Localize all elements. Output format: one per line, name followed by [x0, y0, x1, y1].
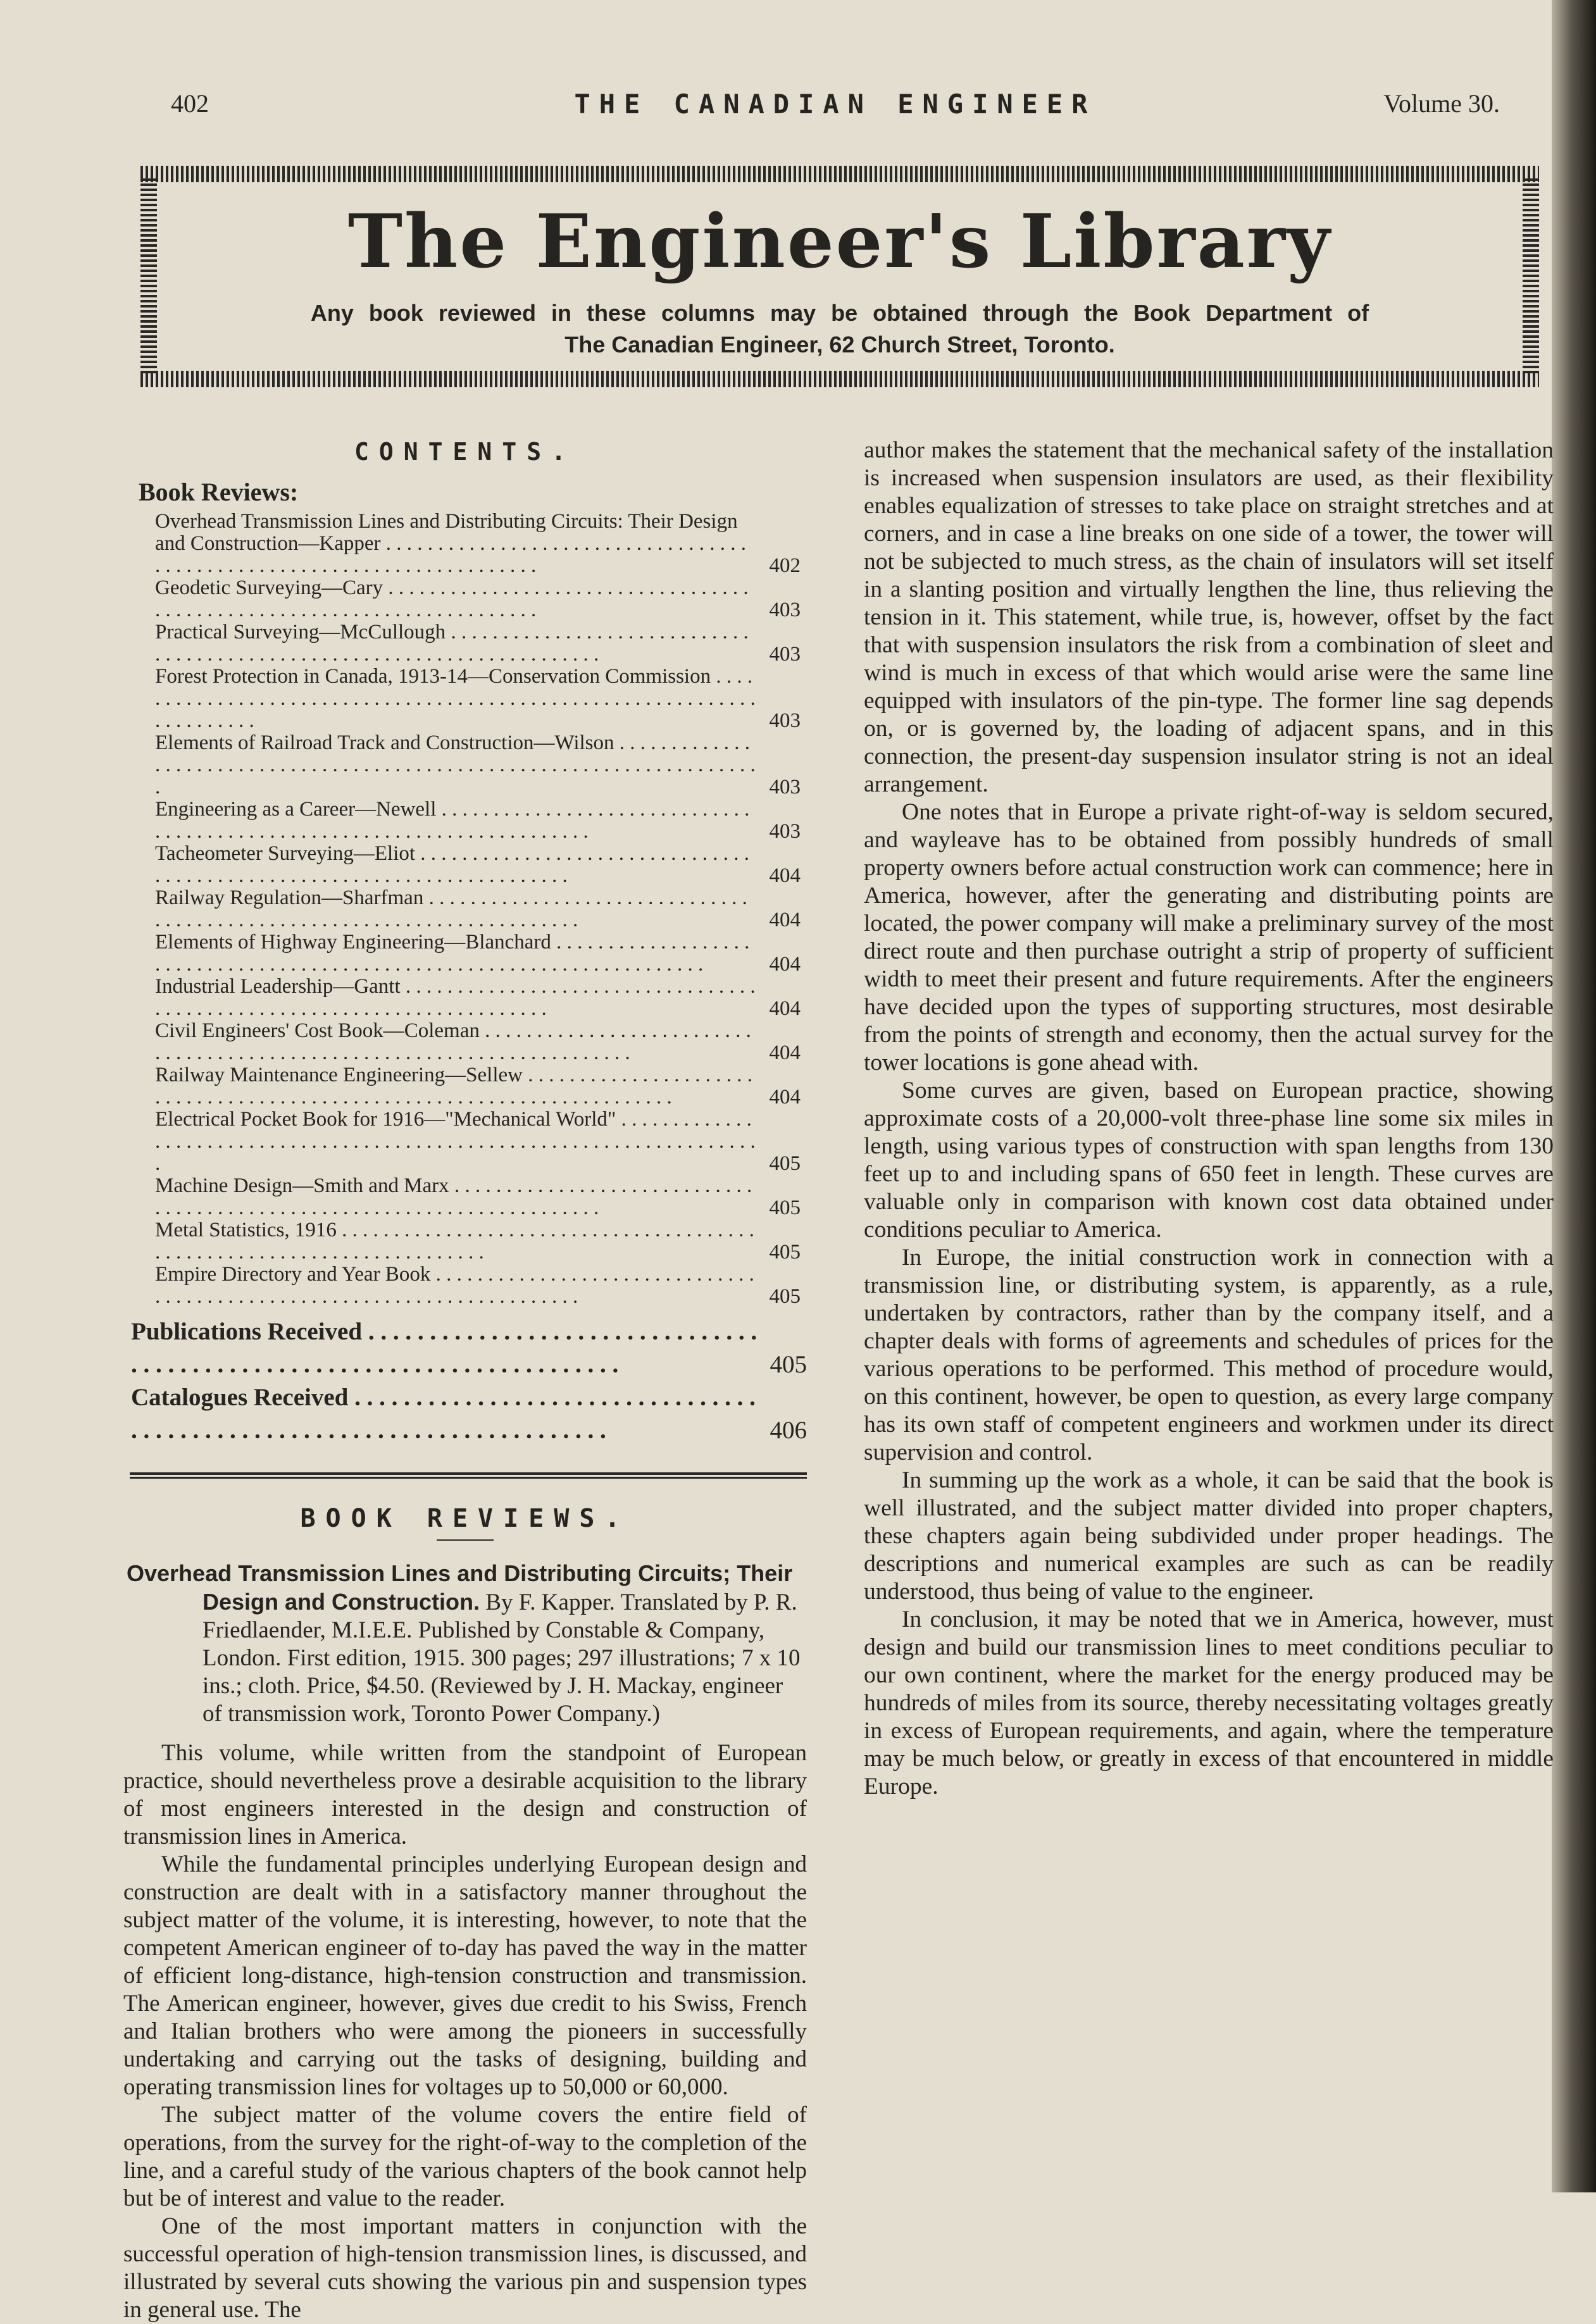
toc-main-entry-title: Publications Received . . . [131, 1315, 763, 1381]
right-column [864, 437, 1554, 1801]
toc-main-entry [131, 1315, 807, 1381]
toc-entry-title: Electrical Pocket Book for 1916—"Mechanical World" . . . [155, 1109, 756, 1175]
review-paragraph: Some curves are given, based on European practice, showing approximate costs of a 20,000-volt three-phase line some six miles in length, using various types of construction with span lengths from 130 feet up to and including spans of 650 feet in length. These curves are valuable only in comparison with known cost data obtained under conditions peculiar to America. [864, 1078, 1554, 1243]
toc-main-entry-title: Catalogues Received . . . [131, 1381, 763, 1447]
book-details: By F. Kapper. Translated by P. R. Friedlaender, M.I.E.E. Published by Constable & Company, London. First edition, 1915. 300 pages; 297 illustrations; 7 x 10 ins.; cloth. Price, $4.50. (Reviewed by J. H. Mackay, engineer of transmission work, Toronto Power Company.) [203, 1589, 801, 1727]
journal-name: THE CANADIAN ENGINEER [574, 89, 1097, 120]
toc-entry [155, 1219, 801, 1264]
toc-entry-page: 403 [769, 599, 801, 621]
review-paragraph: One of the most important matters in conjunction with the successful operation of high-tension transmission lines, is discussed, and illustrated by several cuts showing the various pin and suspension types in general use. The [123, 2213, 807, 2323]
toc-entry-title: Engineering as a Career—Newell . . . [155, 798, 756, 843]
toc-entry-title: Civil Engineers' Cost Book—Coleman . . . [155, 1020, 756, 1064]
toc-entry-page: 404 [769, 997, 801, 1020]
review-paragraph: In Europe, the initial construction work in connection with a transmission line, or distributing system, is apparently, as a rule, undertaken by contractors, rather than by the company itself, and a chapter deals with forms of agreements and schedules of prices for the various operations to be performed. This method of procedure would, on this continent, however, be open to question, as every large company has its own staff of competent engineers and workmen under its direct supervision and control. [864, 1245, 1554, 1465]
review-paragraph: The subject matter of the volume covers the entire field of operations, from the survey for the right-of-way to the completion of the line, and a careful study of the various chapters of the book cannot help but be of interest and value to the reader. [123, 2102, 807, 2211]
contents-main-entries [131, 1315, 807, 1447]
toc-entry [155, 621, 801, 666]
book-title: Overhead Transmission Lines and Distributing Circuits; Their Design and Construction. [127, 1560, 793, 1615]
banner-border-bottom [140, 371, 1539, 387]
toc-entry-page: 405 [769, 1152, 801, 1175]
toc-entry-page: 404 [769, 953, 801, 976]
review-paragraph: author makes the statement that the mechanical safety of the installation is increased when suspension insulators are used, as their flexibility enables equalization of stresses to take place on straight stretches and at corners, and in case a line breaks on one side of a tower, the tower will not be subjected to much stress, as the chain of insulators will set itself in a slanting position and virtually lengthen the line, thus relieving the tension in it. This statement, while true, is, however, offset by the fact that with suspension insulators the risk from a combination of sleet and wind is much in excess of that which would arise were the same line equipped with insulators of the pin-type. The former line sag depends on, or is governed by, the loading of adjacent spans, and in this connection, the present-day suspension insulator string is not an ideal arrangement. [864, 437, 1554, 797]
library-banner [140, 166, 1539, 387]
toc-entry-page: 404 [769, 1041, 801, 1064]
toc-entry [155, 1109, 801, 1175]
toc-entry-title: Metal Statistics, 1916 . . . [155, 1219, 756, 1264]
toc-entry-page: 403 [769, 820, 801, 843]
page-header [171, 89, 1500, 127]
banner-subtitle-line2: The Canadian Engineer, 62 Church Street, Toronto. [564, 332, 1115, 357]
toc-entry [155, 887, 801, 931]
toc-entry [155, 976, 801, 1020]
section-divider [130, 1472, 807, 1479]
review-paragraph: In conclusion, it may be noted that we in America, however, must design and build our transmission lines to meet conditions peculiar to our own continent, where the market for the energy produced may be hundreds of miles from its source, thereby necessitating voltages greatly in excess of European requirements, and again, where the temperature may be much below, or greatly in excess of that encountered in middle Europe. [864, 1606, 1554, 1799]
toc-entry-page: 405 [769, 1241, 801, 1264]
reviews-title: BOOK REVIEWS. [300, 1504, 630, 1533]
toc-entry-title: Forest Protection in Canada, 1913-14—Conservation Commission . . . [155, 666, 756, 732]
toc-entry-page: 403 [769, 643, 801, 666]
toc-entry [155, 732, 801, 798]
toc-entry-page: 404 [769, 909, 801, 931]
toc-entry-title: Elements of Railroad Track and Construction—Wilson . . . [155, 732, 756, 798]
contents-list [155, 511, 801, 1308]
toc-entry [155, 1020, 801, 1064]
left-column [123, 430, 807, 2324]
toc-entry-title: Practical Surveying—McCullough . . . [155, 621, 756, 666]
toc-entry [155, 1264, 801, 1308]
contents-title: CONTENTS. [354, 438, 576, 466]
toc-entry-page: 405 [769, 1285, 801, 1308]
toc-entry [155, 1064, 801, 1109]
toc-entry-title: Industrial Leadership—Gantt . . . [155, 976, 756, 1020]
reviews-title-rule [437, 1539, 494, 1541]
toc-entry-title: Railway Maintenance Engineering—Sellew . . . [155, 1064, 756, 1109]
toc-entry-title: Empire Directory and Year Book . . . [155, 1264, 756, 1308]
toc-entry-title: Geodetic Surveying—Cary . . . [155, 577, 756, 621]
toc-entry-title: Overhead Transmission Lines and Distributing Circuits: Their Design and Construction—Kapper . . . [155, 511, 756, 577]
review-paragraph: This volume, while written from the standpoint of European practice, should nevertheless prove a desirable acquisition to the library of most engineers interested in the design and construction of transmission lines in America. [123, 1740, 807, 1849]
toc-main-entry [131, 1381, 807, 1447]
banner-title: The Engineer's Library [347, 199, 1332, 285]
toc-entry-page: 404 [769, 864, 801, 887]
volume-label: Volume 30. [1383, 89, 1500, 118]
toc-entry [155, 931, 801, 976]
banner-border-top [140, 166, 1539, 182]
review-paragraph: In summing up the work as a whole, it can be said that the book is well illustrated, and the subject matter divided into proper chapters, these chapters again being subdivided under proper headings. The descriptions and numerical examples are such as can be readily understood, thus being of value to the engineer. [864, 1467, 1554, 1605]
toc-entry [155, 1175, 801, 1219]
toc-entry-page: 405 [769, 1196, 801, 1219]
review-paragraph: While the fundamental principles underlying European design and construction are dealt with in a satisfactory manner throughout the subject matter of the volume, it is interesting, however, to note that the competent American engineer of to-day has paved the way in the matter of efficient long-distance, high-tension construction and transmission. The American engineer, however, gives due credit to his Swiss, French and Italian brothers who were among the pioneers in successfully undertaking and carrying out the tasks of designing, building and operating transmission lines for voltages up to 50,000 or 60,000. [123, 1851, 807, 2100]
page-binding-edge [1552, 0, 1596, 2192]
toc-entry-page: 403 [769, 709, 801, 732]
toc-entry-title: Railway Regulation—Sharfman . . . [155, 887, 756, 931]
toc-entry-page: 404 [769, 1086, 801, 1109]
review-paragraph: One notes that in Europe a private right-of-way is seldom secured, and wayleave has to be obtained from possibly hundreds of small property owners before actual construction work can commence; here in America, however, after the generating and distributing points are located, the power company will make a preliminary survey of the most direct route and then purchase outright a strip of property of sufficient width to meet their present and future requirements. After the engineers have decided upon the types of supporting structures, most desirable from the points of strength and economy, then the actual survey for the tower locations is gone ahead with. [864, 799, 1554, 1076]
toc-entry [155, 666, 801, 732]
toc-entry-page: 402 [769, 554, 801, 577]
toc-entry [155, 577, 801, 621]
toc-entry [155, 798, 801, 843]
toc-main-entry-page: 405 [770, 1351, 807, 1378]
toc-entry-title: Elements of Highway Engineering—Blanchard . . . [155, 931, 756, 976]
banner-subtitle-line1: Any book reviewed in these columns may be obtained through the Book Department of [310, 300, 1369, 326]
page-number: 402 [171, 89, 209, 118]
toc-main-entry-page: 406 [770, 1417, 807, 1444]
toc-entry-title: Machine Design—Smith and Marx . . . [155, 1175, 756, 1219]
toc-entry-title: Tacheometer Surveying—Eliot . . . [155, 843, 756, 887]
toc-entry-page: 403 [769, 776, 801, 798]
toc-entry [155, 511, 801, 577]
book-citation [123, 1560, 807, 1728]
toc-entry [155, 843, 801, 887]
contents-section-label: Book Reviews: [139, 478, 299, 506]
